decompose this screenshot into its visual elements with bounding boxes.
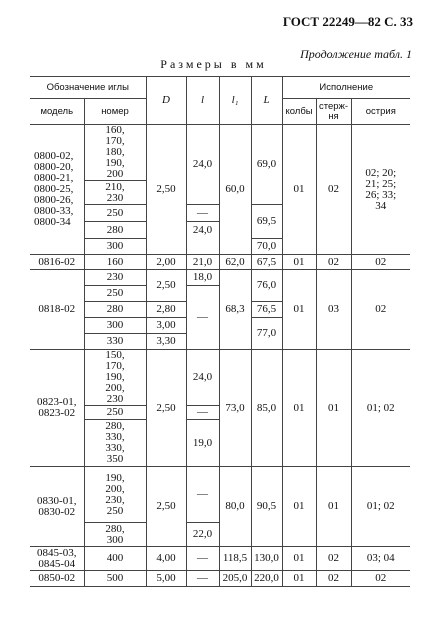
g1-number-1: 160, 170, 180, 190, 200 (84, 125, 146, 181)
g7-L: 220,0 (251, 571, 282, 587)
g4-D: 2,50 (146, 350, 186, 467)
g2-L: 67,5 (251, 255, 282, 270)
g6-tip: 03; 04 (351, 547, 410, 571)
g3-l1: 68,3 (219, 270, 251, 350)
g3-l-2: — (186, 286, 219, 350)
g3-L-3: 77,0 (251, 318, 282, 350)
g4-tip: 01; 02 (351, 350, 410, 467)
g6-flask: 01 (282, 547, 316, 571)
g1-l-2: — (186, 205, 219, 222)
g7-number: 500 (84, 571, 146, 587)
g4-rod: 01 (316, 350, 351, 467)
header-number: номер (84, 99, 146, 125)
g6-model: 0845-03, 0845-04 (30, 547, 84, 571)
g5-flask: 01 (282, 467, 316, 547)
g7-l1: 205,0 (219, 571, 251, 587)
g1-tip: 02; 20; 21; 25; 26; 33; 34 (351, 125, 410, 255)
g6-number: 400 (84, 547, 146, 571)
g1-D: 2,50 (146, 125, 186, 255)
g5-l-1: — (186, 467, 219, 523)
g4-l-3: 19,0 (186, 420, 219, 467)
header-D: D (146, 77, 186, 125)
g5-model: 0830-01, 0830-02 (30, 467, 84, 547)
g1-flask: 01 (282, 125, 316, 255)
g1-L-1: 69,0 (251, 125, 282, 205)
g4-number-2: 250 (84, 406, 146, 420)
header-execution: Исполнение (282, 77, 410, 99)
g2-D: 2,00 (146, 255, 186, 270)
g2-l: 21,0 (186, 255, 219, 270)
header-needle-designation: Обозначение иглы (30, 77, 146, 99)
g4-number-3: 280, 330, 330, 350 (84, 420, 146, 467)
g3-number-5: 330 (84, 334, 146, 350)
needle-dimensions-table (30, 76, 410, 587)
g3-number-4: 300 (84, 318, 146, 334)
g6-l: — (186, 547, 219, 571)
g3-l-1: 18,0 (186, 270, 219, 286)
g7-tip: 02 (351, 571, 410, 587)
g1-l-1: 24,0 (186, 125, 219, 205)
g2-l1: 62,0 (219, 255, 251, 270)
g4-L: 85,0 (251, 350, 282, 467)
g5-l1: 80,0 (219, 467, 251, 547)
g4-l-2: — (186, 406, 219, 420)
g6-rod: 02 (316, 547, 351, 571)
g1-L-3: 70,0 (251, 239, 282, 255)
g7-l: — (186, 571, 219, 587)
g3-L-1: 76,0 (251, 270, 282, 302)
dimensions-note: Размеры в мм (160, 57, 267, 71)
g3-number-1: 230 (84, 270, 146, 286)
g2-flask: 01 (282, 255, 316, 270)
g5-rod: 01 (316, 467, 351, 547)
g1-model: 0800-02, 0800-20, 0800-21, 0800-25, 0800-26, 0800-33, 0800-34 (30, 125, 84, 255)
g1-l-3: 24,0 (186, 222, 219, 240)
g3-rod: 03 (316, 270, 351, 350)
g5-number-1: 190, 200, 230, 250 (84, 467, 146, 523)
g1-rod: 02 (316, 125, 351, 255)
g5-l-2: 22,0 (186, 523, 219, 547)
g1-l1: 60,0 (219, 125, 251, 255)
g3-D-3: 3,00 (146, 318, 186, 334)
g1-number-2: 210, 230 (84, 181, 146, 205)
header-rod: стерж- ня (316, 99, 351, 125)
g5-number-2: 280, 300 (84, 523, 146, 547)
table-continuation-note: Продолжение табл. 1 (300, 47, 412, 61)
g3-D-2: 2,80 (146, 302, 186, 318)
g6-D: 4,00 (146, 547, 186, 571)
g5-L: 90,5 (251, 467, 282, 547)
header-l: l (186, 77, 219, 125)
g2-model: 0816-02 (30, 255, 84, 270)
g5-tip: 01; 02 (351, 467, 410, 547)
g7-model: 0850-02 (30, 571, 84, 587)
g7-rod: 02 (316, 571, 351, 587)
g1-L-2: 69,5 (251, 205, 282, 239)
header-flask: колбы (282, 99, 316, 125)
g3-model: 0818-02 (30, 270, 84, 350)
g3-L-2: 76,5 (251, 302, 282, 318)
page-header: ГОСТ 22249—82 С. 33 (282, 14, 413, 29)
g2-tip: 02 (351, 255, 410, 270)
header-L: L (251, 77, 282, 125)
g1-number-4: 280 (84, 222, 146, 239)
g4-number-1: 150, 170, 190, 200, 230 (84, 350, 146, 406)
g4-l-1: 24,0 (186, 350, 219, 406)
g3-tip: 02 (351, 270, 410, 350)
g1-number-5: 300 (84, 239, 146, 255)
g7-flask: 01 (282, 571, 316, 587)
g3-flask: 01 (282, 270, 316, 350)
g3-number-2: 250 (84, 286, 146, 302)
g2-number: 160 (84, 255, 146, 270)
g3-number-3: 280 (84, 302, 146, 318)
g4-flask: 01 (282, 350, 316, 467)
header-l1: l₁ (219, 77, 251, 125)
header-tip: острия (351, 99, 410, 125)
g4-l1: 73,0 (219, 350, 251, 467)
g3-D-1: 2,50 (146, 270, 186, 302)
g3-D-4: 3,30 (146, 334, 186, 350)
g7-D: 5,00 (146, 571, 186, 587)
header-model: модель (30, 99, 84, 125)
g2-rod: 02 (316, 255, 351, 270)
g6-L: 130,0 (251, 547, 282, 571)
g6-l1: 118,5 (219, 547, 251, 571)
g5-D: 2,50 (146, 467, 186, 547)
g1-number-3: 250 (84, 205, 146, 222)
g4-model: 0823-01, 0823-02 (30, 350, 84, 467)
